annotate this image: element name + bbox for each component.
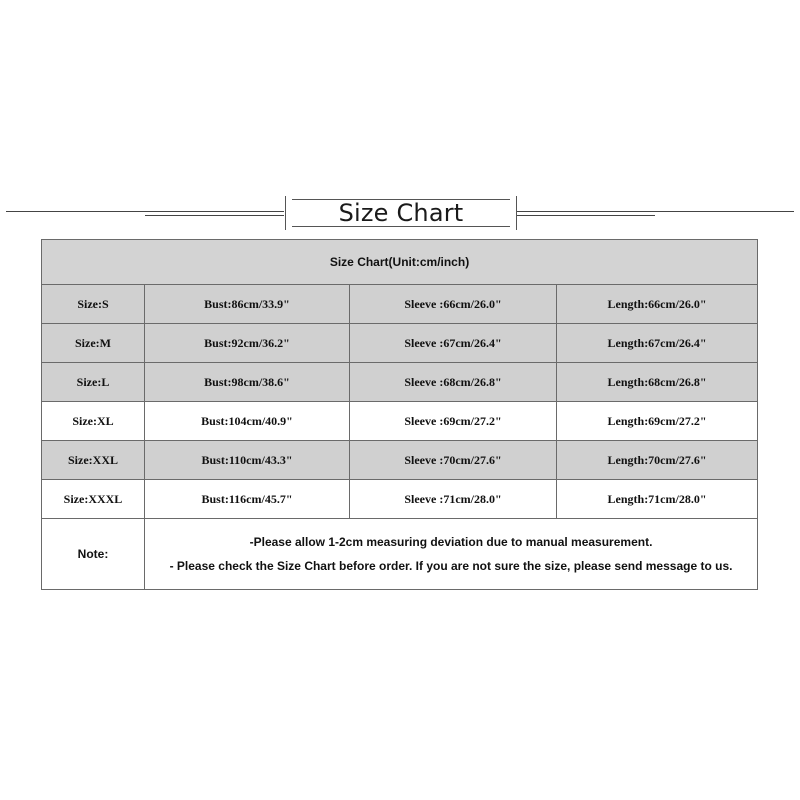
table-row [42,480,758,519]
size-cell: Size:XXL [42,441,145,480]
size-cell: Size:M [42,324,145,363]
table-caption-row [42,240,758,285]
bust-cell: Bust:92cm/36.2" [145,324,350,363]
note-row [42,519,758,590]
length-cell: Length:71cm/28.0" [557,480,758,519]
size-cell: Size:XXXL [42,480,145,519]
table-row [42,363,758,402]
length-cell: Length:66cm/26.0" [557,285,758,324]
length-cell: Length:68cm/26.8" [557,363,758,402]
table-row [42,402,758,441]
length-cell: Length:70cm/27.6" [557,441,758,480]
size-chart-header [0,196,800,232]
sleeve-cell: Sleeve :70cm/27.6" [350,441,557,480]
note-line: -Please allow 1-2cm measuring deviation due to manual measurement. [249,535,653,549]
bust-cell: Bust:104cm/40.9" [145,402,350,441]
table-row [42,441,758,480]
size-cell: Size:XL [42,402,145,441]
note-line: - Please check the Size Chart before order. If you are not sure the size, please send message to us. [169,559,733,573]
note-label: Note: [42,519,145,590]
bust-cell: Bust:98cm/38.6" [145,363,350,402]
sleeve-cell: Sleeve :66cm/26.0" [350,285,557,324]
note-text [145,519,758,590]
page-title: Size Chart [338,199,464,227]
size-cell: Size:L [42,363,145,402]
length-cell: Length:67cm/26.4" [557,324,758,363]
header-rule-right [516,211,794,212]
title-frame [285,196,517,230]
table-caption: Size Chart(Unit:cm/inch) [42,240,758,285]
size-cell: Size:S [42,285,145,324]
bust-cell: Bust:116cm/45.7" [145,480,350,519]
sleeve-cell: Sleeve :71cm/28.0" [350,480,557,519]
header-rule-right-short [516,215,655,216]
sleeve-cell: Sleeve :67cm/26.4" [350,324,557,363]
table-row [42,285,758,324]
table-row [42,324,758,363]
bust-cell: Bust:86cm/33.9" [145,285,350,324]
bust-cell: Bust:110cm/43.3" [145,441,350,480]
sleeve-cell: Sleeve :68cm/26.8" [350,363,557,402]
header-rule-left [6,211,284,212]
header-rule-left-short [145,215,284,216]
length-cell: Length:69cm/27.2" [557,402,758,441]
size-table [41,239,758,590]
sleeve-cell: Sleeve :69cm/27.2" [350,402,557,441]
